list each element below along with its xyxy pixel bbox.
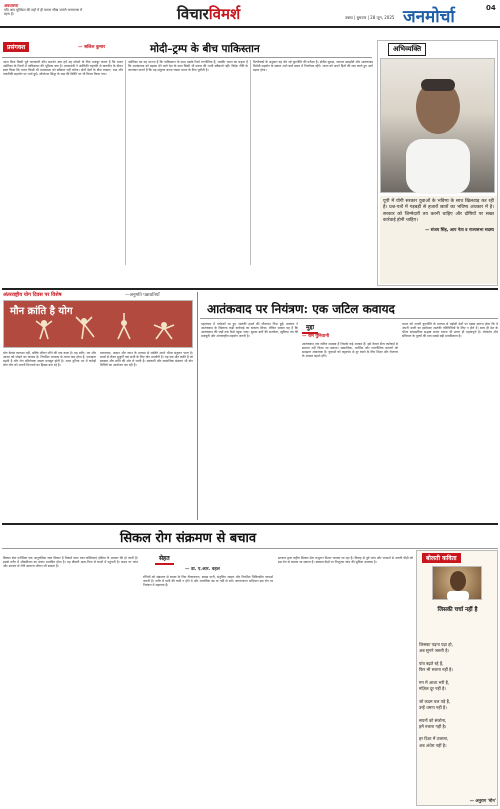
- opinion-quote-text: यूपी में योगी सरकार युवाओं के भविष्य के साथ खिलवाड़ कर रही है। प्रश्न-पत्रों में गड़बड़ी से हजारों छात्रों का भविष्य अंधकार में है। सरकार को जिम्मेदारी तय करनी चाहिए और दोषियों पर सख्त कार्रवाई होनी चाहिए।: [383, 199, 494, 224]
- poem-title: जिसकी चर्चा नहीं है: [437, 607, 478, 613]
- divider: [2, 548, 498, 549]
- column-divider: [197, 292, 198, 520]
- yoga-kicker: अंतरराष्ट्रीय योग दिवस पर विशेष: [3, 292, 62, 298]
- page-title: [177, 4, 240, 24]
- terror-column-2: आतंकवाद एक जटिल समस्या है जिसके कई आयाम हैं। इसे केवल सैन्य कार्रवाई से समाप्त नहीं किया जा सकता। सामाजिक, आर्थिक और राजनीतिक कारणों को समझना आवश्यक है। युवाओं को कट्टरपंथ से दूर रखने के लिए शिक्षा और रोजगार के अवसर बढ़ाने होंगे।: [302, 342, 398, 359]
- section-tag-prasangvash: प्रसंगवश: [3, 42, 29, 52]
- divider: [2, 57, 372, 58]
- masthead: [0, 0, 500, 28]
- health-headline: सिकल रोग संक्रमण से बचाव: [120, 531, 257, 546]
- yoga-column-2: प्राणायाम, आसन और ध्यान के माध्यम से व्यक्ति अपने भीतर संतुलन पाता है। बच्चों से लेकर बुजुर्गों तक सभी के लिए योग उपयोगी है। यह एक मौन क्रांति है जो स्वास्थ्य और शांति की ओर ले जाती है। सरकारी और सामाजिक संस्थाएं भी योग शिविरों का आयोजन कर रही हैं।: [100, 351, 193, 368]
- yoga-banner: [3, 300, 193, 348]
- publication-name: जनमोर्चा: [403, 7, 455, 27]
- page-title-part-b: विमर्श: [208, 5, 241, 23]
- terror-headline: आतंकवाद पर नियंत्रण: एक जटिल कवायद: [207, 302, 395, 316]
- section1-headline: मोदी–ट्रम्प के बीच पाकिस्तान: [150, 43, 260, 55]
- yoga-byline: —अनुमति पन्नावतियाँ: [125, 293, 160, 298]
- health-column-2: रोगियों को संक्रमण से बचाव के लिए टीकाकरण, स्वच्छ पानी, संतुलित आहार और नियमित चिकित्सीय परामर्श जरूरी है। शरीर में पानी की कमी न होने दें और अत्यधिक ठंड या गर्मी से बचें। जागरूकता अभियान इस रोग पर नियंत्रण में सहायक हैं।: [143, 575, 273, 588]
- yoga-pose-icon: [4, 301, 194, 349]
- poet-portrait-icon: [433, 567, 483, 601]
- terror-section-tag: मुद्दा: [302, 322, 318, 334]
- opinion-quote-author: — संजय सिंह, आप नेता व राज्यसभा सदस्य: [425, 226, 494, 232]
- masthead-tag-text: यदि आप मुश्किल की राहों में ही चलना सीख जाएंगे जनमानस में रहना है।: [4, 8, 83, 17]
- poem-line: जो कदम चल पड़े हैं,: [419, 698, 451, 704]
- terror-column-3: भारत को अपनी कूटनीति के माध्यम से पड़ोसी देशों पर दबाव बनाना होगा कि वे अपनी धरती का इस्तेमाल आतंकी गतिविधियों के लिए न होने दें। साथ ही देश के भीतर सांप्रदायिक सद्भाव बनाए रखना भी उतना ही महत्वपूर्ण है। लोकतंत्र और संविधान के मूल्यों की रक्षा सबसे बड़ी प्राथमिकता है।: [402, 322, 498, 339]
- poem-line: मन में आशा भरी है,: [419, 679, 450, 685]
- poem-line: अब सुनने जरूरी है।: [419, 648, 450, 654]
- poem-author: — अनुराग 'मौन': [469, 798, 496, 803]
- poem-line: जिसका पढ़ना पढ़ा हो,: [419, 642, 453, 647]
- yoga-column-1: योग केवल व्यायाम नहीं, बल्कि जीवन जीने की एक कला है। यह शरीर, मन और आत्मा को जोड़ने का माध्यम है। नियमित अभ्यास से तनाव कम होता है, एकाग्रता बढ़ती है और रोग प्रतिरोधक क्षमता मजबूत होती है। आज दुनिया भर में करोड़ों लोग योग को अपनी दिनचर्या का हिस्सा बना रहे हैं।: [3, 351, 96, 368]
- health-column-3: सरकार द्वारा राष्ट्रीय सिकल सेल उन्मूलन मिशन चलाया जा रहा है। विवाह से पूर्व जांच और परामर्श से अगली पीढ़ी को इस रोग से बचाया जा सकता है। स्वास्थ्य केंद्रों पर निःशुल्क जांच की सुविधा उपलब्ध है।: [278, 556, 413, 565]
- section1-column-2: अमेरिका का यह मानना है कि पाकिस्तान के साथ उसके रिश्ते रणनीतिक हैं, जबकि भारत का कहना है कि आतंकवाद को बढ़ावा देने वाले देश के साथ किसी भी प्रकार की नरमी स्वीकार्य नहीं। विदेश नीति के जानकार मानते हैं कि यह संतुलन बनाए रखना भारत के लिए चुनौती है।: [128, 60, 248, 73]
- section1-column-3: विश्लेषकों के अनुसार यह दौर नई कूटनीति की परीक्षा है। क्षेत्रीय सुरक्षा, व्यापार समझौते और आतंकवाद विरोधी सहयोग के सवाल आने वाले समय में निर्णायक रहेंगे। भारत को अपने हितों की रक्षा करते हुए आगे बढ़ना होगा।: [253, 60, 373, 73]
- opinion-quote: [380, 196, 497, 284]
- yoga-headline: मौन क्रांति है योग: [10, 306, 73, 317]
- masthead-date: उन्नाव | बुधवार | 28 जून, 2025: [345, 15, 395, 20]
- poem-line: हमें रुकना नहीं है।: [419, 723, 447, 729]
- poem-line: फिर भी रुकना नहीं है।: [419, 667, 453, 673]
- page-title-part-a: विचार: [177, 5, 209, 23]
- masthead-tag-label: अवधारणा: [4, 3, 19, 8]
- terror-byline: — राम पुनियानी: [302, 334, 329, 339]
- health-column-1: सिकल सेल एनीमिया एक आनुवंशिक रक्त विकार है जिसमें लाल रक्त कोशिकाएं हंसिया के आकार की हो जाती हैं। इससे शरीर में ऑक्सीजन का संचार प्रभावित होता है। यह बीमारी माता-पिता से बच्चों में पहुंचती है। समय पर जांच और उपचार से रोगी सामान्य जीवन जी सकता है।: [3, 556, 138, 569]
- column-divider: [250, 60, 251, 265]
- opinion-author-photo: [380, 58, 495, 193]
- poem-line: हर दिशा में उजाला,: [419, 736, 449, 742]
- poem-line: उन्हें थमना नहीं है।: [419, 704, 447, 710]
- poet-photo: [432, 566, 482, 600]
- column-divider: [125, 60, 126, 265]
- section1-byline: — सलिल कुमार: [78, 45, 106, 50]
- poem-line: सपनों को संजोना,: [419, 717, 447, 723]
- person-photo-icon: [381, 59, 496, 194]
- terror-column-1: पहलगाम में पर्यटकों पर हुए आतंकी हमले की चौतरफा निंदा हुई। सरकार ने आतंकवाद के खिलाफ कड़ी कार्रवाई का संकल्प लिया। लेकिन सवाल यह है कि आतंकवाद की जड़ों तक कैसे पहुंचा जाए। सुरक्षा बलों की सतर्कता, खुफिया तंत्र की मजबूती और अंतरराष्ट्रीय सहयोग जरूरी है।: [201, 322, 298, 339]
- poem-lines: [419, 642, 498, 805]
- section1-column-1: आज बिना किसी पूर्व जानकारी कौन समर्थन क्या हमें यह सोचने के लिए मजबूर करता है कि भारत अमेरिका के रिश्तों में पाकिस्तान की भूमिका क्या है। प्रधानमंत्री ने अमेरिकी राष्ट्रपति से बातचीत के दौरान स्पष्ट किया कि भारत किसी भी मध्यस्थता को स्वीकार नहीं करेगा। दोनों देशों के बीच व्यापार, रक्षा और तकनीकी सहयोग पर चर्चा हुई। ऑपरेशन सिंदूर के बाद की स्थिति पर भी विचार किया गया।: [3, 60, 123, 77]
- masthead-tagline: [4, 4, 84, 17]
- health-section-tag: सेहत: [155, 553, 174, 565]
- opinion-box-tag: अभिव्यक्ति: [388, 43, 426, 56]
- poem-tag: बोलती कविता: [422, 553, 461, 563]
- page-number: 04: [486, 4, 496, 12]
- poem-line: पांव बढ़ते रहे हैं,: [419, 660, 444, 666]
- divider: [200, 318, 498, 319]
- divider: [2, 288, 498, 290]
- divider: [2, 523, 498, 525]
- poem-line: मंज़िल दूर नहीं है।: [419, 686, 446, 692]
- poem-line: अब अंधेरा नहीं है।: [419, 742, 447, 748]
- health-byline: — डा. ए.आर. वहल: [185, 567, 220, 572]
